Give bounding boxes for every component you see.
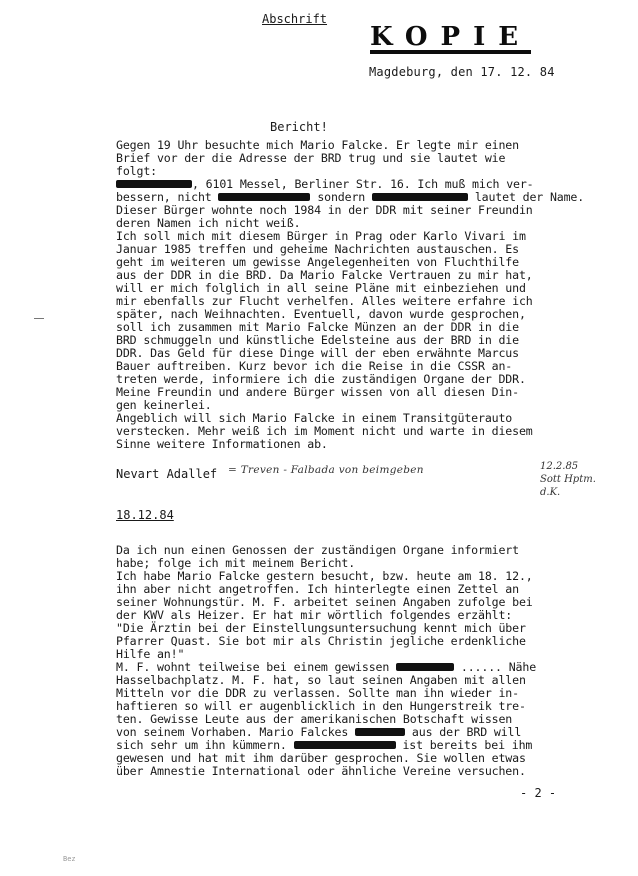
redaction-bar — [294, 741, 396, 749]
report-line: Brief vor der die Adresse der BRD trug und sie lautet wie — [116, 151, 506, 165]
followup-line-text: ...... Nähe — [460, 660, 537, 674]
followup-line: Hilfe an!" — [116, 647, 185, 661]
report-line: mir ebenfalls zur Flucht verhelfen. Alles weitere erfahre ich — [116, 294, 533, 308]
report-line-text: bessern, nicht — [116, 190, 212, 204]
followup-line: über Amnestie International oder ähnliche Vereine versuchen. — [116, 764, 526, 778]
followup-line: Mitteln vor die DDR zu verlassen. Sollte man ihn wieder in- — [116, 686, 519, 700]
followup-line: Da ich nun einen Genossen der zuständigen Organe informiert — [116, 543, 519, 557]
report-line: gen keinerlei. — [116, 398, 212, 412]
report-line: will er mich folglich in all seine Pläne mit einbeziehen und — [116, 281, 526, 295]
followup-line: haftieren so will er augenblicklich in den Hungerstreik tre- — [116, 699, 526, 713]
report-line: Meine Freundin und andere Bürger wissen von all diesen Din- — [116, 385, 519, 399]
abschrift-label: Abschrift — [262, 12, 328, 26]
followup-line-text: sich sehr um ihn kümmern. — [116, 738, 287, 752]
report-line: DDR. Das Geld für diese Dinge will der eben erwähnte Marcus — [116, 346, 519, 360]
report-line: folgt: — [116, 164, 157, 178]
report-line-text: sondern — [317, 190, 366, 204]
followup-date: 18.12.84 — [116, 508, 174, 522]
followup-line: Hasselbachplatz. M. F. hat, so laut seinen Angaben mit allen — [116, 673, 526, 687]
followup-line: ihn aber nicht angetroffen. Ich hinterlegte einen Zettel an — [116, 582, 519, 596]
report-line: soll ich zusammen mit Mario Falcke Münzen an der DDR in die — [116, 320, 519, 334]
redaction-bar — [396, 663, 454, 671]
followup-line: der KWV als Heizer. Er hat mir wörtlich folgendes erzählt: — [116, 608, 513, 622]
followup-line-text: von seinem Vorhaben. Mario Falckes — [116, 725, 349, 739]
report-line: Gegen 19 Uhr besuchte mich Mario Falcke. Er legte mir einen — [116, 138, 519, 152]
followup-line: seiner Wohnungstür. M. F. arbeitet seinen Angaben zufolge bei — [116, 595, 533, 609]
report-line: Januar 1985 treffen und geheime Nachrichten austauschen. Es — [116, 242, 519, 256]
report-line: BRD schmuggeln und künstliche Edelsteine aus der BRD in die — [116, 333, 519, 347]
report-line: treten werde, informiere ich die zuständigen Organe der DDR. — [116, 372, 526, 386]
followup-line: "Die Ärztin bei der Einstellungsuntersuchung kennt mich über — [116, 621, 526, 635]
report-line: geht im weiteren um gewisse Angelegenheiten von Fluchthilfe — [116, 255, 519, 269]
followup-line: habe; folge ich mit meinem Bericht. — [116, 556, 356, 570]
kopie-stamp: KOPIE — [370, 22, 532, 52]
report-line: deren Namen ich nicht weiß. — [116, 216, 301, 230]
page-number: - 2 - — [520, 786, 557, 800]
place-date: Magdeburg, den 17. 12. 84 — [369, 65, 555, 79]
signature-name: Nevart Adallef — [116, 467, 218, 481]
margin-mark — [34, 318, 44, 319]
followup-line: gewesen und hat mit ihm darüber gesprochen. Sie wollen etwas — [116, 751, 526, 765]
redaction-bar — [116, 180, 192, 188]
report-line-text: 6101 Messel, Berliner Str. 16. Ich muß mich ver- — [205, 177, 534, 191]
footer-mark: Bez — [63, 855, 76, 863]
followup-line: ten. Gewisse Leute aus der amerikanischen Botschaft wissen — [116, 712, 513, 726]
followup-line-text: aus der BRD will — [411, 725, 522, 739]
report-line: Ich soll mich mit diesem Bürger in Prag oder Karlo Vivari im — [116, 229, 526, 243]
followup-line: Pfarrer Quast. Sie bot mir als Christin jegliche erdenkliche — [116, 634, 526, 648]
redaction-bar — [355, 728, 405, 736]
report-line: verstecken. Mehr weiß ich im Moment nicht und warte in diesem — [116, 424, 533, 438]
report-line-address: , 6101 Messel, Berliner Str. 16. Ich muß mich ver- — [116, 178, 534, 191]
redaction-bar — [372, 193, 468, 201]
followup-line-text: ist bereits bei ihm — [402, 738, 533, 752]
handwritten-note: = Treven - Falbada von beimgeben — [228, 464, 424, 476]
report-line: Sinne weitere Informationen ab. — [116, 437, 328, 451]
report-line: später, nach Weihnachten. Eventuell, davon wurde gesprochen, — [116, 307, 526, 321]
report-line-text: lautet der Name. — [474, 190, 585, 204]
handwritten-initials: 12.2.85 Sott Hptm. d.K. — [540, 461, 596, 498]
report-line: aus der DDR in die BRD. Da Mario Falcke Vertrauen zu mir hat, — [116, 268, 533, 282]
followup-line: Ich habe Mario Falcke gestern besucht, bzw. heute am 18. 12., — [116, 569, 533, 583]
redaction-bar — [218, 193, 310, 201]
report-line: Angeblich will sich Mario Falcke in einem Transitgüterauto — [116, 411, 513, 425]
report-title: Bericht! — [270, 120, 328, 134]
report-line: Dieser Bürger wohnte noch 1984 in der DDR mit seiner Freundin — [116, 203, 533, 217]
followup-line-text: M. F. wohnt teilweise bei einem gewissen — [116, 660, 390, 674]
report-line: Bauer auftreiben. Kurz bevor ich die Reise in die CSSR an- — [116, 359, 513, 373]
